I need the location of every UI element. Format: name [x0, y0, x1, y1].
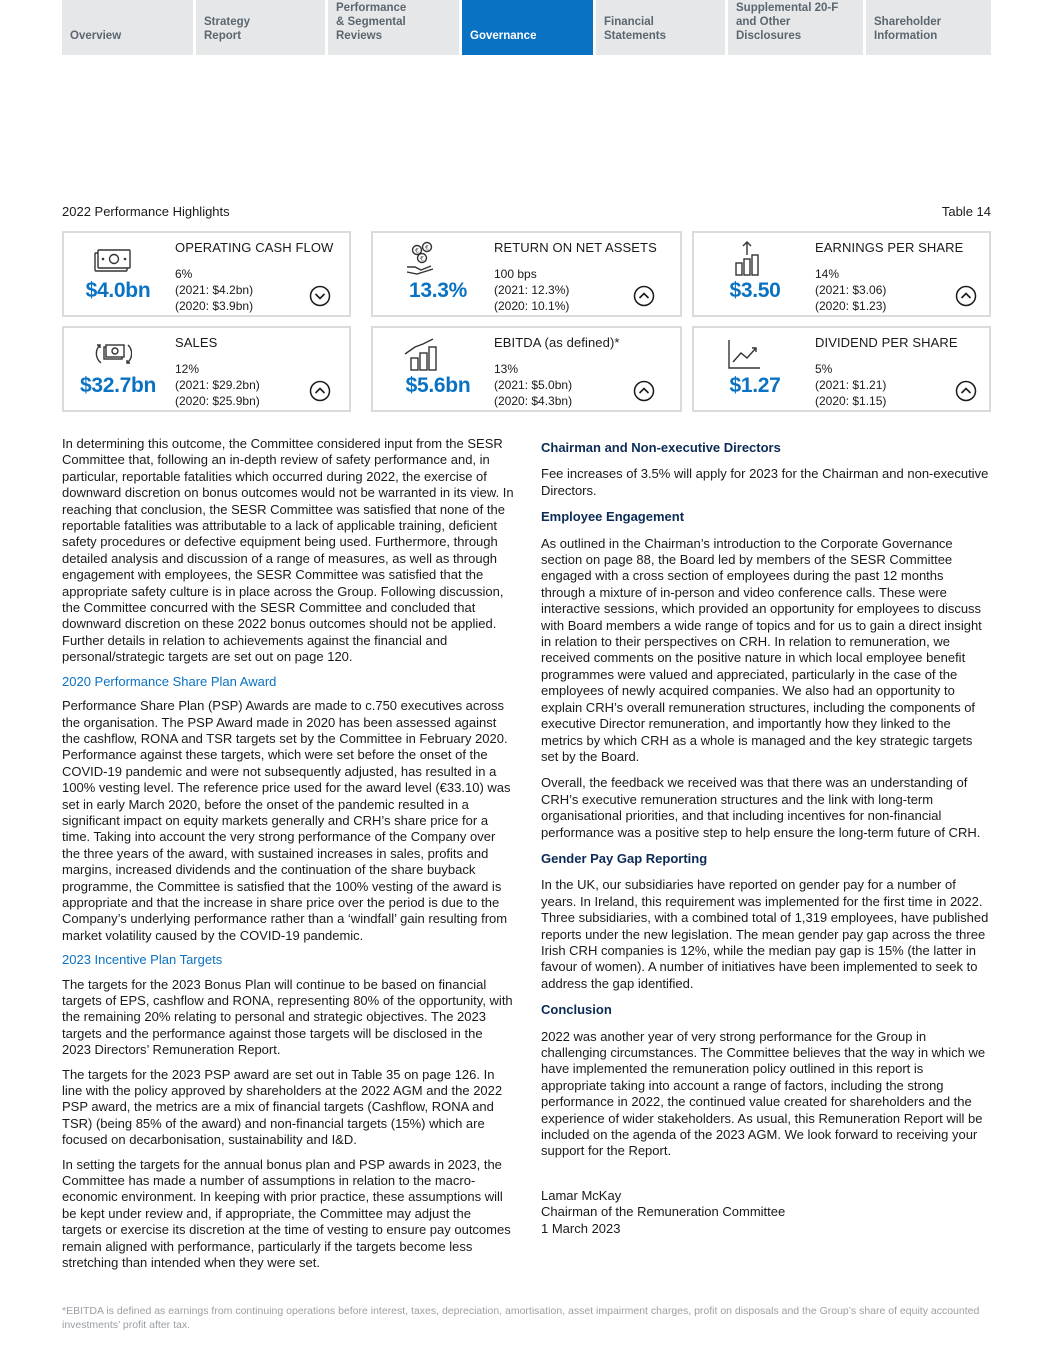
left-column [62, 436, 514, 1280]
tab-label-line2: and Other Disclosures [736, 16, 802, 42]
tab-label-line1: Supplemental 20-F [736, 2, 839, 14]
kpi-card-earnings-per-share [692, 231, 991, 317]
kpi-card-sales [62, 326, 351, 412]
signature-date: 1 March 2023 [541, 1221, 621, 1237]
kpi-prior-2020: (2020: $4.3bn) [494, 394, 573, 408]
top-navigation [62, 0, 991, 55]
kpi-title: RETURN ON NET ASSETS [494, 240, 657, 255]
footnote: *EBITDA is defined as earnings from continuing operations before interest, taxes, depreciation, amortisation, asset impairment charges, profit on disposals and the Group’s share of equity accounted investments’ profit after tax. [62, 1305, 980, 1331]
tab-label-line1: Financial [604, 16, 654, 28]
kpi-change: 100 bps [494, 267, 537, 281]
section-heading-conclusion: Conclusion [541, 1002, 612, 1018]
signatory-name: Lamar McKay [541, 1187, 622, 1203]
paragraph: Overall, the feedback we received was that there was an understanding of CRH’s executive remuneration structures and the link with long-term organisational priorities, and that including incentives for non-financial performance was a positive step to help ensure the long-term future of CRH. [541, 775, 981, 840]
tab-label-line2: Information [874, 30, 938, 42]
kpi-card-ebitda [371, 326, 682, 412]
svg-text:€: € [425, 244, 429, 252]
kpi-value: $5.6bn [405, 374, 471, 397]
kpi-prior-2021: (2021: $29.2bn) [175, 378, 260, 392]
kpi-prior-2020: (2020: $3.9bn) [175, 299, 254, 313]
svg-text:€: € [420, 255, 424, 263]
paragraph: Fee increases of 3.5% will apply for 2023 for the Chairman and non-executive Directors. [541, 466, 989, 498]
tab-supplemental-20f[interactable] [728, 0, 863, 55]
tab-shareholder-information[interactable] [866, 0, 991, 55]
kpi-change: 12% [175, 362, 200, 376]
tab-label-line2: Governance [470, 30, 537, 42]
signature-block [541, 1188, 991, 1238]
kpi-prior-2021: (2021: $1.21) [815, 378, 887, 392]
trend-down-icon [309, 285, 331, 307]
tab-label-line2: & Segmental Reviews [336, 16, 406, 42]
paragraph: In the UK, our subsidiaries have reported on gender pay for a number of years. In Ireland, this requirement was implemented for the first time in 2022. Three subsidiaries, with a combined total of 1,319 employees, have published reports under the new legislation. The mean gender pay gap across the three Irish CRH companies is 12%, while the median pay gap is 15% (the latter in favour of women). A number of initiatives have been implemented to seek to address the gap identified. [541, 877, 989, 991]
paragraph: Performance Share Plan (PSP) Awards are made to c.750 executives across the organisation. The PSP Award made in 2020 has been assessed against the cashflow, RONA and TSR targets set by the Committee in February 2020. Performance against these targets, which were set before the onset of the COVID-19 pandemic and were not subsequently adjusted, has resulted in a 100% vesting level. The reference price used for the award level (€33.10) was set in early March 2020, before the onset of the pandemic resulted in a significant impact on equity markets generally and CRH’s share price for a time. Taking into account the very strong performance of the Company over the three years of the award, with sustained increases in sales, profits and margins, increased dividends and the continuation of the share buyback programme, the Committee is satisfied that the 100% vesting of the award is appropriate and that the increase in share price over the period is due to the Company’s underlying performance rather than a ‘windfall’ gain resulting from market volatility caused by the COVID-19 pandemic. [62, 698, 511, 943]
section-heading-psp-award: 2020 Performance Share Plan Award [62, 673, 277, 689]
highlights-title: 2022 Performance Highlights [62, 204, 230, 219]
paragraph: 2022 was another year of very strong performance for the Group in challenging circumstances. The Committee believes that the way in which we have implemented the remuneration policy outlined in this report is appropriate taking into account a range of factors, including the strong performance in 2022, the continued value created for shareholders and the experience of wider stakeholders. As usual, this Remuneration Report will be included on the agenda of the 2023 AGM. We look forward to receiving your support for the Report. [541, 1028, 986, 1159]
kpi-change: 14% [815, 267, 840, 281]
tab-label-line1: Shareholder [874, 16, 942, 28]
kpi-change: 13% [494, 362, 519, 376]
kpi-prior-2021: (2021: $4.2bn) [175, 283, 254, 297]
cash-cycle-icon [92, 336, 132, 372]
signatory-role: Chairman of the Remuneration Committee [541, 1204, 786, 1220]
svg-text:€: € [415, 247, 419, 255]
kpi-title: SALES [175, 335, 218, 350]
kpi-value: 13.3% [408, 279, 468, 302]
growth-bars-icon [722, 241, 762, 277]
tab-business-performance[interactable] [328, 0, 459, 55]
cash-icon [92, 241, 132, 277]
trend-up-icon [633, 380, 655, 402]
paragraph: The targets for the 2023 PSP award are set out in Table 35 on page 126. In line with the policy approved by shareholders at the 2022 AGM and the 2022 PSP award, the metrics are a mix of financial targets (Cashflow, RONA and TSR) (being 85% of the award) and non-financial targets (15%) which are focused on decarbonisation, sustainability and I&D. [62, 1066, 503, 1148]
kpi-card-dividend-per-share [692, 326, 991, 412]
tab-financial-statements[interactable] [596, 0, 725, 55]
section-heading-gender-pay-gap: Gender Pay Gap Reporting [541, 850, 708, 866]
paragraph: In determining this outcome, the Committee considered input from the SESR Committee that, following an in-depth review of safety performance and, in particular, reportable fatalities which occurred during 2022, the exercise of downward discretion on bonus outcomes would not be warranted in its view. In reaching that conclusion, the SESR Committee was satisfied that none of the reportable fatalities was attributable to a lack of applicable training, deficient safety procedures or defective equipment being used. Furthermore, through detailed analysis and discussion of a range of measures, as well as through engagement with employees, the SESR Committee was satisfied that the appropriate safety culture is in place across the Group. Following discussion, the Committee concurred with the SESR Committee and concluded that downward discretion on these 2022 bonus outcomes should not be applied. Further details in relation to achievements against the financial and personal/strategic targets are set out on page 120. [62, 436, 514, 665]
tab-label-line1: Performance [336, 2, 407, 14]
table-label: Table 14 [941, 204, 991, 219]
kpi-card-operating-cash-flow [62, 231, 351, 317]
kpi-change: 5% [815, 362, 833, 376]
kpi-change: 6% [175, 267, 193, 281]
paragraph: The targets for the 2023 Bonus Plan will continue to be based on financial targets of EPS, cashflow and RONA, representing 80% of the opportunity, with the remaining 20% relating to personal and strategic objectives. The 2023 targets and the performance against those targets will be disclosed in the 2023 Directors’ Remuneration Report. [62, 976, 513, 1058]
tab-label-line1: Strategy [204, 16, 251, 28]
kpi-prior-2021: (2021: $3.06) [815, 283, 887, 297]
kpi-value: $32.7bn [79, 374, 157, 397]
paragraph: In setting the targets for the annual bonus plan and PSP awards in 2023, the Committee has made a number of assumptions in relation to the macro-economic environment. In keeping with prior practice, these assumptions will be kept under review and, if appropriate, the Committee may adjust the targets or exercise its discretion at the time of vesting to ensure pay outcomes remain aligned with performance, particularly if the targets become less stretching than intended when they were set. [62, 1156, 511, 1271]
kpi-prior-2021: (2021: $5.0bn) [494, 378, 573, 392]
trend-up-icon [955, 285, 977, 307]
tab-strategy-report[interactable] [196, 0, 325, 55]
right-column [541, 436, 991, 1238]
trend-up-icon [309, 380, 331, 402]
tab-overview[interactable] [62, 0, 193, 55]
trend-up-icon [633, 285, 655, 307]
tab-label-line2: Statements [604, 30, 666, 42]
tab-label-line2: Report [204, 30, 242, 42]
kpi-prior-2020: (2020: $1.23) [815, 299, 887, 313]
kpi-value: $1.27 [729, 374, 781, 397]
kpi-prior-2020: (2020: 10.1%) [494, 299, 570, 313]
bar-chart-icon [401, 336, 441, 372]
kpi-value: $3.50 [729, 279, 781, 302]
kpi-prior-2020: (2020: $1.15) [815, 394, 887, 408]
kpi-title: EBITDA (as defined)* [494, 335, 620, 350]
kpi-title: EARNINGS PER SHARE [815, 240, 964, 255]
kpi-value: $4.0bn [85, 279, 151, 302]
section-heading-incentive-targets: 2023 Incentive Plan Targets [62, 952, 223, 968]
section-heading-employee-engagement: Employee Engagement [541, 509, 685, 525]
tab-label-line2: Overview [70, 30, 122, 42]
paragraph: As outlined in the Chairman’s introduction to the Corporate Governance section on page 88, the Board led by members of the SESR Committee engaged with a cross section of employees during the past 12 months through a mixture of in-person and video conference calls. These were interactive sessions, which provided an opportunity for employees to discuss with Board members a wide range of topics and for us to gain a direct insight in relation to their perspectives on CRH. In relation to remuneration, we received comments on the positive nature in which local employee benefit programmes were valued and appreciated, particularly in the case of the employees of newly acquired companies. We also had an opportunity to explain CRH’s overall remuneration structures, including the components of executive Director remuneration, and importantly how they linked to the metrics by which CRH as a whole is managed and the key strategic targets set by the Board. [541, 535, 982, 764]
section-heading-chairman-ned: Chairman and Non-executive Directors [541, 440, 781, 455]
kpi-card-return-on-net-assets [371, 231, 682, 317]
line-chart-icon [722, 336, 762, 372]
kpi-title: DIVIDEND PER SHARE [815, 335, 958, 350]
coins-hand-icon [401, 241, 441, 277]
kpi-title: OPERATING CASH FLOW [175, 240, 334, 255]
kpi-prior-2020: (2020: $25.9bn) [175, 394, 260, 408]
kpi-prior-2021: (2021: 12.3%) [494, 283, 570, 297]
trend-up-icon [955, 380, 977, 402]
tab-governance[interactable] [462, 0, 593, 55]
